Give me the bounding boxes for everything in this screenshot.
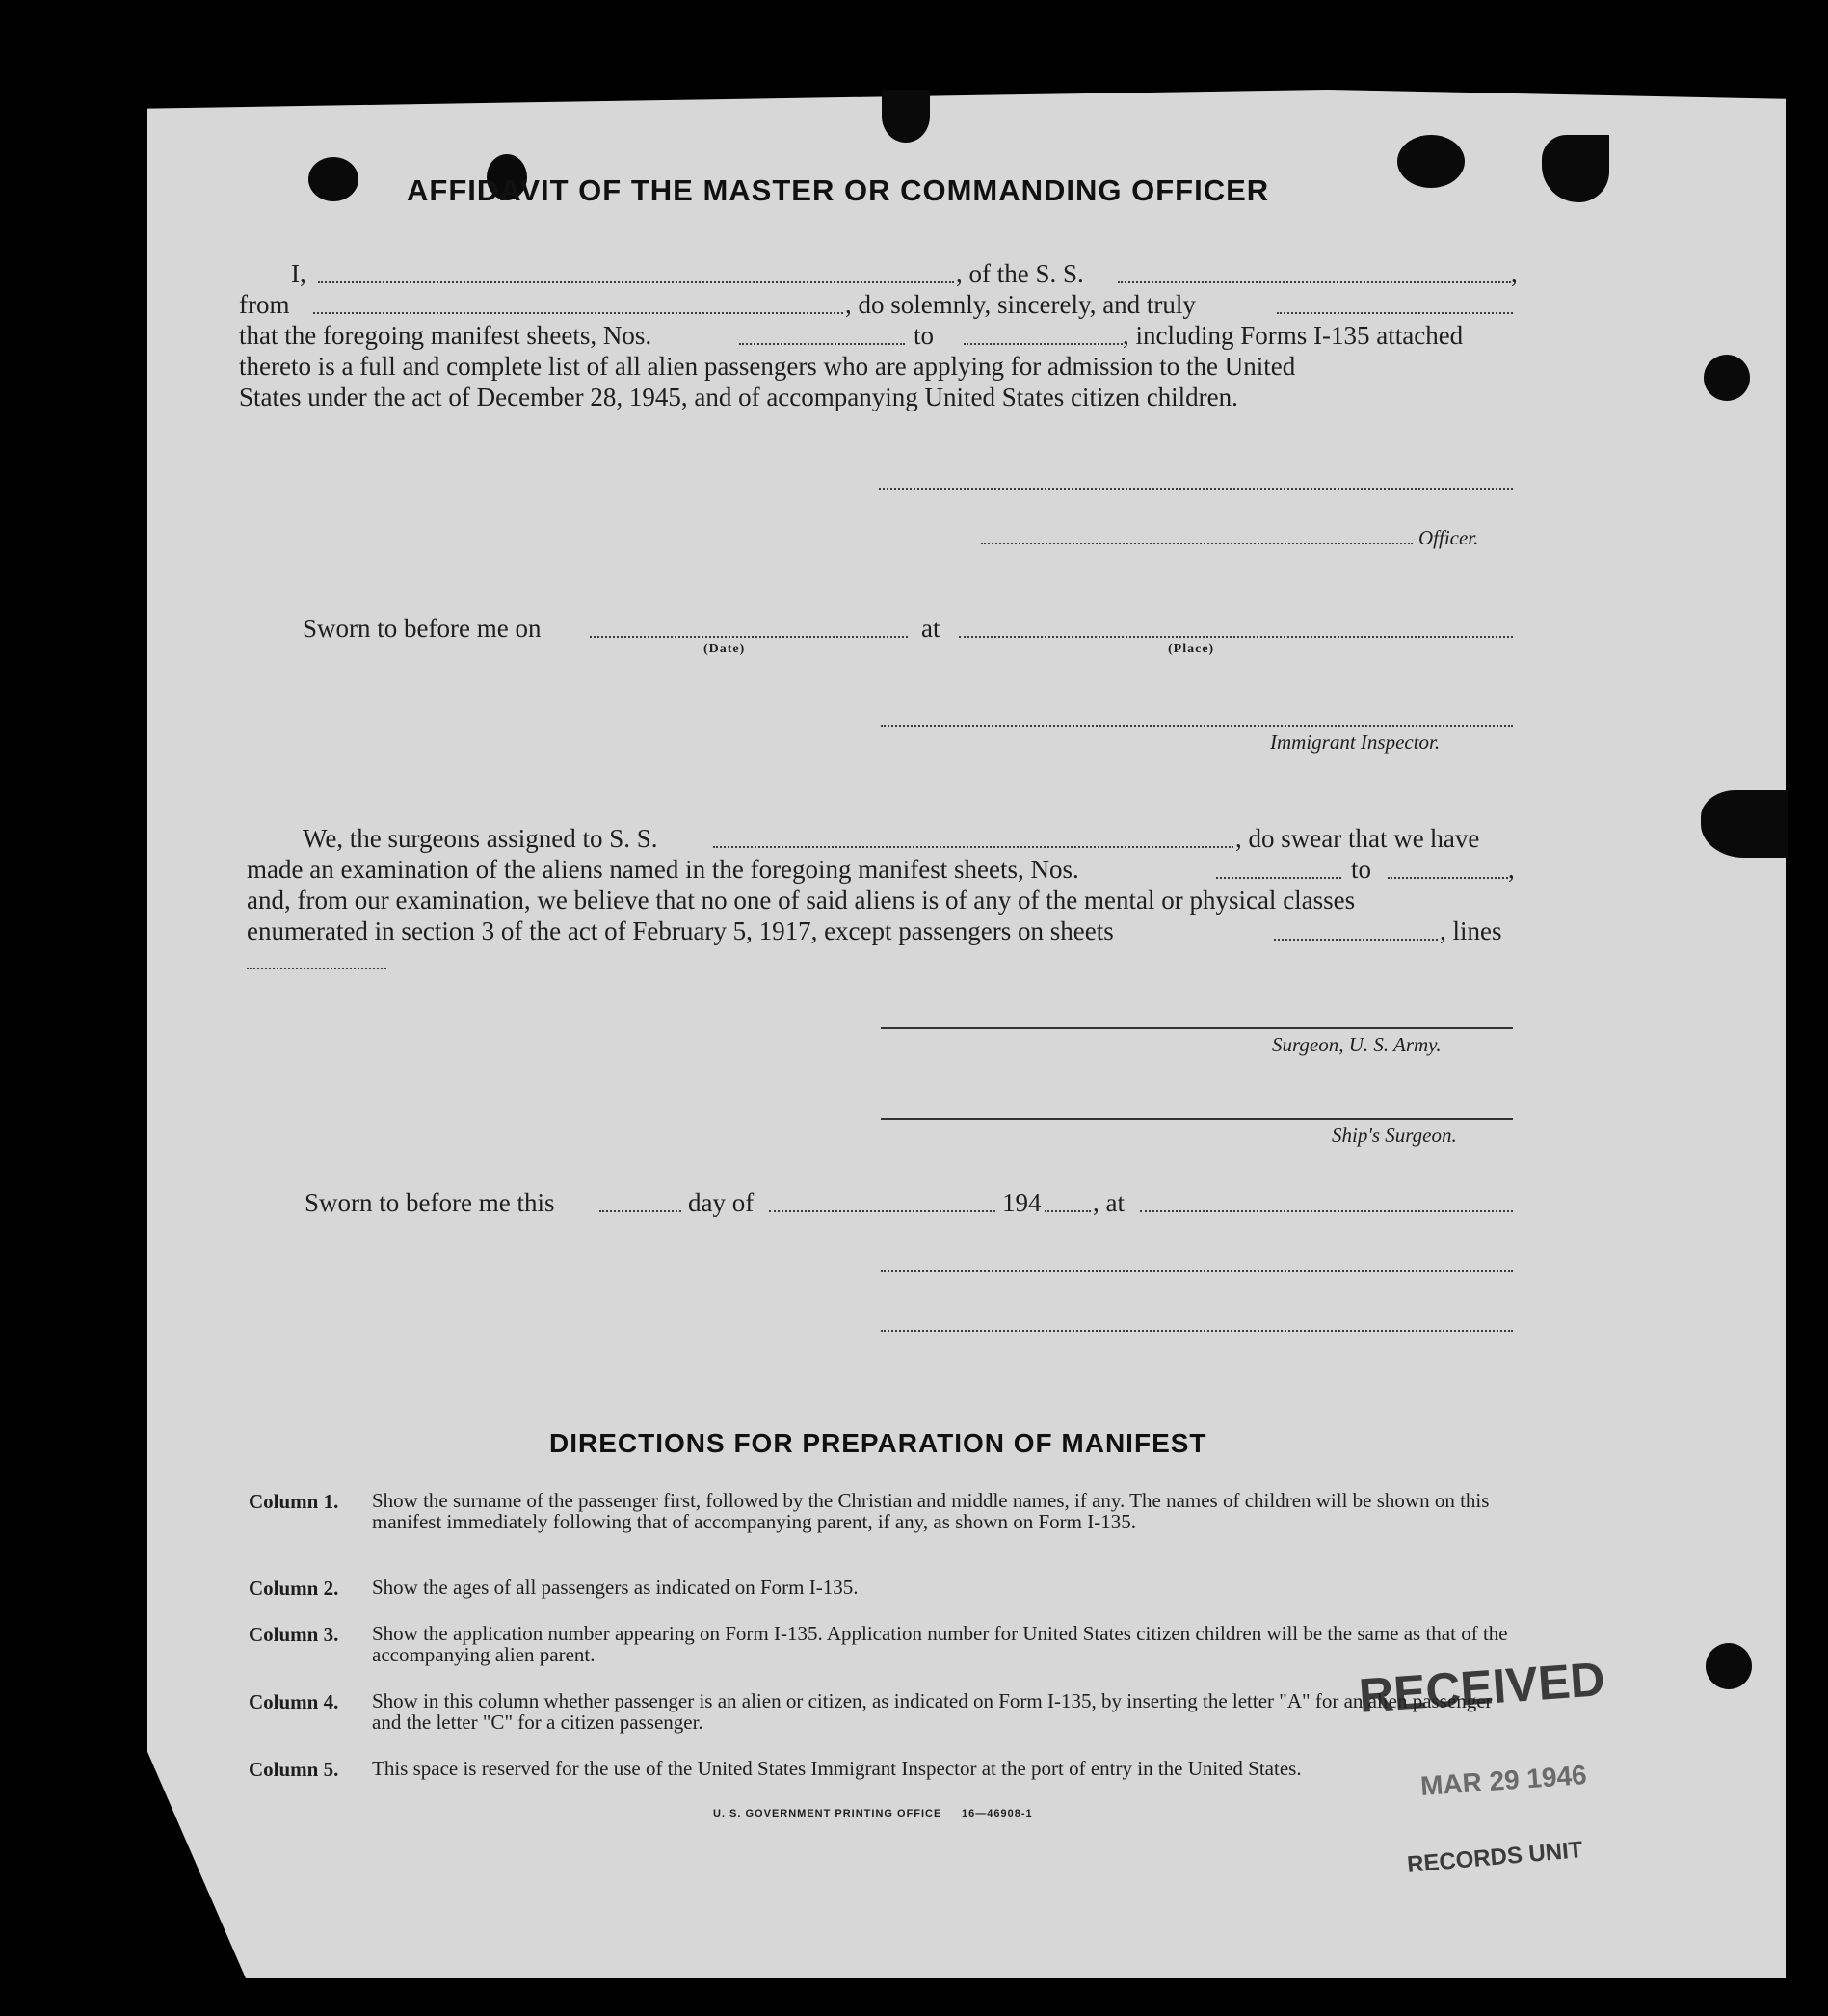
page-tear (1397, 135, 1465, 188)
direction-text: Show the ages of all passengers as indicated on Form I-135. (372, 1576, 859, 1599)
oath-field[interactable] (1277, 312, 1513, 314)
army-surgeon-signature-line[interactable] (881, 1027, 1513, 1029)
affidavit-line5: States under the act of December 28, 1945, and of accompanying United States citizen children. (239, 383, 1238, 411)
officer-label: Officer. (1418, 526, 1479, 549)
affidavit-line1-i: I, (291, 259, 306, 288)
officer-signature-line[interactable] (981, 543, 1413, 544)
punch-hole (1706, 1643, 1752, 1689)
directions-title: DIRECTIONS FOR PREPARATION OF MANIFEST (549, 1428, 1207, 1458)
surgeons-line4-end: , lines (1440, 916, 1502, 945)
sworn-first-at: at (921, 614, 940, 643)
surgeons-line3: and, from our examination, we believe that no one of said aliens is of any of the mental or physical classes (247, 886, 1356, 915)
direction-label: Column 2. (249, 1577, 339, 1600)
exam-sheets-from-field[interactable] (1216, 877, 1341, 879)
records-unit-stamp: RECORDS UNIT (1406, 1837, 1584, 1878)
except-lines-field[interactable] (247, 968, 386, 969)
second-signature-line-2[interactable] (881, 1330, 1513, 1332)
direction-label: Column 3. (249, 1623, 339, 1646)
sworn-second-place-field[interactable] (1140, 1210, 1513, 1212)
page-tear (1701, 790, 1788, 858)
affidavit-title: AFFIDAVIT OF THE MASTER OR COMMANDING OFFICER (407, 173, 1270, 207)
surgeons-line4-start: enumerated in section 3 of the act of February 5, 1917, except passengers on sheets (247, 916, 1114, 945)
direction-label: Column 4. (249, 1690, 339, 1713)
page-tear (882, 90, 930, 143)
affidavit-line2-from: from (239, 290, 290, 319)
affidavit-line3-start: that the foregoing manifest sheets, Nos. (239, 321, 652, 350)
sworn-date-field[interactable] (590, 636, 908, 638)
except-sheets-field[interactable] (1274, 939, 1438, 941)
second-signature-line-1[interactable] (881, 1270, 1513, 1272)
master-name-field[interactable] (318, 281, 954, 283)
surgeons-line2-end: , (1508, 855, 1515, 884)
surgeons-line2-start: made an examination of the aliens named in the foregoing manifest sheets, Nos. (247, 855, 1079, 884)
affidavit-line4: thereto is a full and complete list of all alien passengers who are applying for admission to the United (239, 352, 1296, 381)
ship-name-field[interactable] (1118, 281, 1511, 283)
affidavit-line3-end: , including Forms I-135 attached (1123, 321, 1464, 350)
sworn-place-field[interactable] (959, 636, 1513, 638)
place-caption: (Place) (1168, 642, 1215, 656)
ship-surgeon-signature-line[interactable] (881, 1118, 1513, 1120)
punch-hole (308, 157, 358, 201)
date-caption: (Date) (703, 642, 746, 656)
sworn-day-field[interactable] (599, 1210, 681, 1212)
exam-sheets-to-field[interactable] (1388, 877, 1508, 879)
direction-text: This space is reserved for the use of the United States Immigrant Inspector at the port of entry in the United States. (372, 1757, 1302, 1780)
affidavit-line1-of-ss: , of the S. S. (956, 259, 1084, 288)
sheets-to-field[interactable] (964, 343, 1123, 345)
punch-hole (1704, 355, 1750, 401)
ship-surgeon-label: Ship's Surgeon. (1332, 1124, 1457, 1147)
master-signature-line[interactable] (879, 488, 1513, 490)
direction-text: Show the surname of the passenger first, followed by the Christian and middle names, if any. The names of children will be shown on this manifest immediately following that of accompanying parent, if any, as shown on Form I-135. (372, 1489, 1490, 1533)
immigrant-inspector-label: Immigrant Inspector. (1270, 730, 1441, 754)
direction-label: Column 1. (249, 1490, 339, 1513)
sworn-first-text: Sworn to before me on (303, 614, 542, 643)
surgeon-ship-field[interactable] (713, 846, 1233, 848)
stamp-date: MAR 29 1946 (1419, 1760, 1588, 1801)
inspector-signature-line[interactable] (881, 725, 1513, 727)
affidavit-line3-to: to (914, 321, 935, 350)
form-code: 16—46908-1 (962, 1808, 1033, 1819)
army-surgeon-label: Surgeon, U. S. Army. (1272, 1033, 1442, 1056)
sworn-month-field[interactable] (769, 1210, 995, 1212)
affidavit-line1-end: , (1511, 259, 1518, 288)
sworn-year-field[interactable] (1045, 1210, 1091, 1212)
printer-imprint: U. S. GOVERNMENT PRINTING OFFICE (713, 1808, 942, 1819)
surgeons-line1-end: , do swear that we have (1235, 824, 1480, 853)
sworn-second-at: , at (1093, 1188, 1125, 1217)
sworn-second-day-of: day of (688, 1188, 755, 1217)
surgeons-line2-to: to (1351, 855, 1372, 884)
from-port-field[interactable] (313, 312, 843, 314)
sworn-second-text: Sworn to before me this (305, 1188, 555, 1217)
direction-label: Column 5. (249, 1758, 339, 1781)
affidavit-line2-solemnly: , do solemnly, sincerely, and truly (845, 290, 1196, 319)
direction-text: Show the application number appearing on Form I-135. Application number for United States citizen children will be the same as that of the accompanying alien parent. (372, 1622, 1508, 1666)
received-stamp: RECEIVED (1357, 1652, 1607, 1723)
sheets-from-field[interactable] (739, 343, 905, 345)
sworn-second-year: 194 (1002, 1188, 1042, 1217)
direction-text: Show in this column whether passenger is an alien or citizen, as indicated on Form I-135, by inserting the letter "A" for an alien passenger and the letter "C" for a citizen passenger. (372, 1689, 1493, 1734)
surgeons-line1-start: We, the surgeons assigned to S. S. (303, 824, 658, 853)
